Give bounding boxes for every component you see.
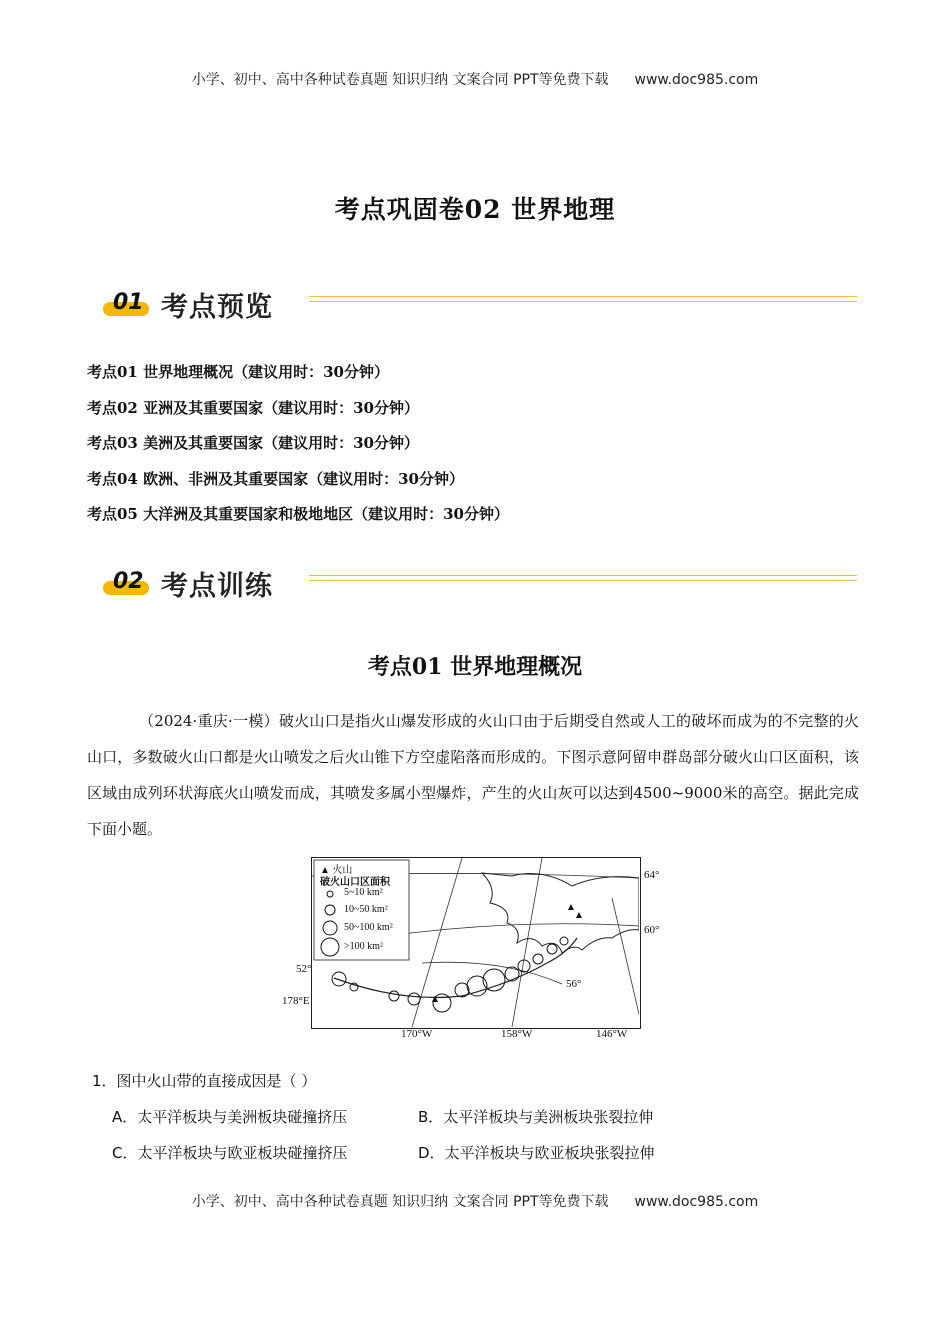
latitude-line bbox=[422, 962, 562, 984]
lon-label: 178°E bbox=[282, 995, 310, 1007]
header-text: 小学、初中、高中各种试卷真题 知识归纳 文案合同 PPT等免费下载 bbox=[191, 72, 609, 88]
option-a[interactable]: A．太平洋板块与美洲板块碰撞挤压 bbox=[112, 1108, 348, 1126]
legend-item: 5~10 km² bbox=[344, 887, 383, 898]
caldera-circle bbox=[389, 991, 399, 1001]
lat-label: 56° bbox=[566, 978, 582, 990]
page-header bbox=[0, 69, 950, 89]
caldera-circle bbox=[518, 960, 530, 972]
section-rule bbox=[309, 580, 857, 581]
question-stem: 1．图中火山带的直接成因是（ ） bbox=[92, 1072, 317, 1090]
section-header-training bbox=[95, 560, 865, 608]
header-site-link[interactable]: www.doc985.com bbox=[634, 72, 759, 88]
legend-volcano: ▲ 火山 bbox=[320, 865, 353, 876]
section-label: 考点训练 bbox=[161, 571, 273, 602]
section-label: 考点预览 bbox=[161, 292, 273, 323]
caldera-circle bbox=[560, 937, 568, 945]
section-rule bbox=[309, 296, 857, 297]
section-rule bbox=[309, 301, 857, 302]
lon-label: 170°W bbox=[401, 1028, 433, 1040]
topic-item: 考点03 美洲及其重要国家（建议用时：30分钟） bbox=[87, 434, 419, 452]
section-rule bbox=[309, 575, 857, 576]
section-header-overview bbox=[95, 281, 865, 329]
volcano-marker bbox=[568, 904, 574, 910]
longitude-line bbox=[512, 858, 542, 1027]
aleutian-map bbox=[311, 857, 641, 1029]
legend-item: >100 km² bbox=[344, 941, 383, 952]
lat-label: 64° bbox=[644, 869, 660, 881]
caldera-circle bbox=[547, 944, 557, 954]
topic-list bbox=[87, 362, 509, 540]
legend-heading: 破火山口区面积 bbox=[320, 877, 390, 888]
legend-item: 10~50 km² bbox=[344, 904, 388, 915]
option-b[interactable]: B．太平洋板块与美洲板块张裂拉伸 bbox=[418, 1108, 654, 1126]
legend-item: 50~100 km² bbox=[344, 922, 393, 933]
lat-label: 52° bbox=[296, 963, 312, 975]
caldera-circle bbox=[533, 954, 543, 964]
topic-item: 考点02 亚洲及其重要国家（建议用时：30分钟） bbox=[87, 398, 419, 417]
topic-item: 考点04 欧洲、非洲及其重要国家（建议用时：30分钟） bbox=[87, 469, 464, 488]
topic-item: 考点05 大洋洲及其重要国家和极地地区（建议用时：30分钟） bbox=[87, 505, 509, 523]
topic-title: 考点01 世界地理概况 bbox=[367, 654, 583, 680]
section-number: 02 bbox=[113, 569, 144, 594]
option-c[interactable]: C．太平洋板块与欧亚板块碰撞挤压 bbox=[112, 1144, 348, 1162]
longitude-line bbox=[612, 898, 639, 1027]
lon-label: 146°W bbox=[596, 1028, 628, 1040]
caldera-circle bbox=[408, 993, 420, 1005]
page-footer bbox=[0, 1191, 950, 1211]
footer-text: 小学、初中、高中各种试卷真题 知识归纳 文案合同 PPT等免费下载 bbox=[191, 1194, 609, 1210]
lon-label: 158°W bbox=[501, 1028, 533, 1040]
section-number: 01 bbox=[113, 290, 144, 315]
page-title: 考点巩固卷02 世界地理 bbox=[334, 195, 616, 224]
option-d[interactable]: D．太平洋板块与欧亚板块张裂拉伸 bbox=[418, 1144, 655, 1162]
question-passage: （2024·重庆·一模）破火山口是指火山爆发形成的火山口由于后期受自然或人工的破坏而成为的不完整的火山口，多数破火山口都是火山喷发之后火山锥下方空虚陷落而形成的。下图示意阿留申群岛部分破火山口区面积，该区域由成列环状海底火山喷发而成，其喷发多属小型爆炸，产生的火山灰可以达到4500~9000米的高空。据此完成下面小题。 bbox=[87, 712, 859, 838]
latitude-line bbox=[372, 924, 639, 938]
footer-site-link[interactable]: www.doc985.com bbox=[634, 1194, 759, 1210]
caldera-circle bbox=[332, 972, 346, 986]
caldera-circle bbox=[483, 969, 505, 991]
caldera-circle bbox=[467, 976, 487, 996]
volcano-marker bbox=[576, 912, 582, 918]
topic-item: 考点01 世界地理概况（建议用时：30分钟） bbox=[87, 363, 389, 381]
lat-label: 60° bbox=[644, 924, 660, 936]
caldera-circle bbox=[433, 994, 451, 1012]
caldera-circle bbox=[505, 967, 519, 981]
